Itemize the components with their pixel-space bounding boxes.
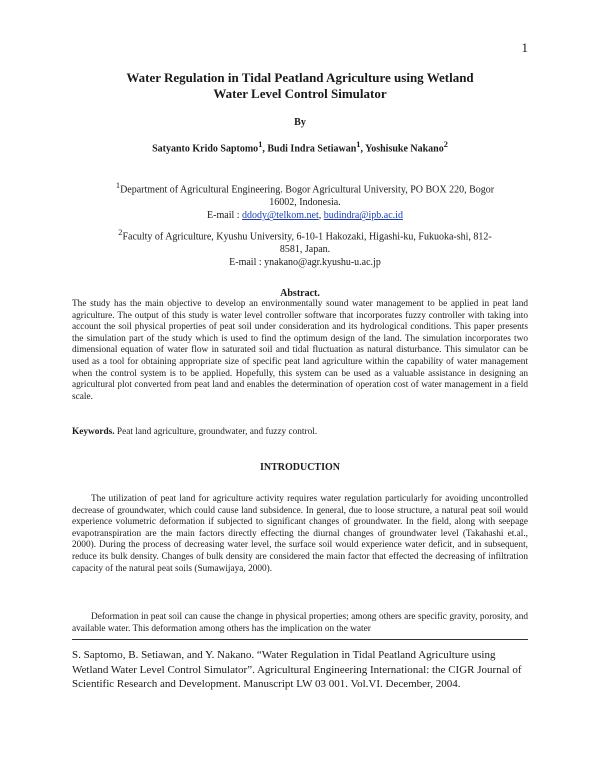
email-label: E-mail : xyxy=(207,210,243,222)
email-link-2[interactable]: budindra@ipb.ac.id xyxy=(323,210,403,222)
paper-title xyxy=(60,70,540,102)
keywords xyxy=(72,427,528,439)
keywords-text: Peat land agriculture, groundwater, and fuzzy control. xyxy=(114,427,318,437)
affiliation-2 xyxy=(110,226,500,269)
affiliation-1-email-line xyxy=(110,209,500,222)
email-separator: , xyxy=(318,210,324,222)
title-line-2: Water Level Control Simulator xyxy=(213,86,387,101)
page-number: 1 xyxy=(521,40,528,55)
author-2: Budi Indra Setiawan xyxy=(267,143,357,155)
email-link-1[interactable]: ddody@telkom.net xyxy=(242,210,319,222)
abstract-heading: Abstract. xyxy=(280,288,320,299)
title-line-1: Water Regulation in Tidal Peatland Agriculture using Wetland xyxy=(126,70,474,85)
author-3: Yoshisuke Nakano xyxy=(365,143,444,155)
introduction-heading: INTRODUCTION xyxy=(259,462,340,473)
affiliation-2-text: Faculty of Agriculture, Kyushu University, 6-10-1 Hakozaki, Higashi-ku, Fukuoka-shi, 812-8581, Japan. xyxy=(122,231,492,256)
affiliation-1-mark: 1 xyxy=(115,181,121,190)
author-1-affil-mark: 1 xyxy=(258,140,263,149)
citation-footnote: S. Saptomo, B. Setiawan, and Y. Nakano. “Water Regulation in Tidal Peatland Agriculture using Wetland Water Level Control Simulator”. Agricultural Engineering International: the CIGR Journal of Scientific Research and Development. Manuscript LW 03 001. Vol.VI. December, 2004. xyxy=(72,649,522,691)
affiliation-2-email-line: E-mail : ynakano@agr.kyushu-u.ac.jp xyxy=(229,257,381,269)
affiliation-1 xyxy=(110,179,500,222)
intro-paragraph-2: Deformation in peat soil can cause the change in physical properties; among others are specific gravity, porosity, and available water. This deformation among others has the implication on the water xyxy=(72,612,528,634)
by-line: By xyxy=(294,117,306,128)
keywords-label: Keywords. xyxy=(72,427,115,437)
author-list: Satyanto Krido Saptomo$^1$, Budi Indra Setiawan$^1$, Yoshisuke Nakano$^2$ xyxy=(152,140,448,155)
author-3-affil-mark: 2 xyxy=(443,140,448,149)
abstract-body: The study has the main objective to develop an environmentally sound water management to be applied in peat land agriculture. The output of this study is water level controller software that incorporates fuzzy controller with taking into account the soil physical properties of peat soil under consideration and its hydrological conditions. This paper presents the simulation part of the study which is used to find the optimum design of the land. The simulation incorporates two dimensional equation of water flow in saturated soil and tidal fluctuation as natural disturbance. This simulator can be used as a tool for obtaining appropriate size of specific peat land agriculture within the capability of water management when the control system is to be applied. Hopefully, this system can be used as a valuable assistance in designing an agricultural plot converted from peat land and enables the determination of operation cost of water management in a field scale. xyxy=(72,299,528,402)
intro-paragraph-1: The utilization of peat land for agriculture activity requires water regulation particularly for avoiding uncontrolled decrease of groundwater, which could cause land subsidence. In general, due to loose structure, a natural peat soil would experience volumetric deformation if subjected to significant changes of groundwater. In the field, along with seepage evapotranspiration are the main factors directly effecting the diurnal changes of groundwater level (Takahashi et.al., 2000). During the process of decreasing water level, the surface soil would experience water deficit, and in subsequent, reduce its bulk density. Changes of bulk density are considered the main factor that effected the decreasing of infiltration capacity of the natural peat soils (Sumawijaya, 2000). xyxy=(72,494,528,574)
footnote-divider xyxy=(72,639,528,640)
affiliation-2-mark: 2 xyxy=(118,228,123,237)
author-2-affil-mark: 1 xyxy=(356,140,361,149)
author-1: Satyanto Krido Saptomo xyxy=(152,143,259,155)
affiliation-1-text: Department of Agricultural Engineering. Bogor Agricultural University, PO BOX 220, Bogor 16002, Indonesia. xyxy=(120,184,495,209)
